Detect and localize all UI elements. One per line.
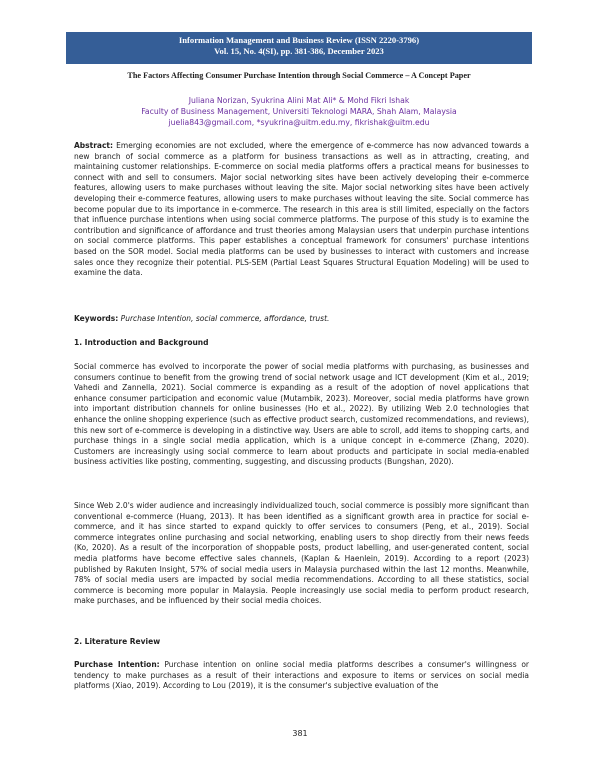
paper-title: The Factors Affecting Consumer Purchase Intention through Social Commerce – A Concept Paper [127, 71, 471, 80]
author-names: Juliana Norizan, Syukrina Alini Mat Ali* & Mohd Fikri Ishak [188, 96, 410, 105]
author-emails: juelia843@gmail.com, *syukrina@uitm.edu.my, fikrishak@uitm.edu [168, 118, 430, 127]
subheading-purchase-intention: Purchase Intention: [74, 660, 160, 669]
paragraph-text: Purchase intention on online social media platforms describes a consumer's willingness or tendency to make purchases as a result of their interactions and exposure to items or services on social media platforms (Xiao, 2019). According to Lou (2019), it is the consumer's subjective evaluation of the [74, 660, 529, 691]
author-affiliation: Faculty of Business Management, Universiti Teknologi MARA, Shah Alam, Malaysia [141, 107, 457, 116]
journal-name: Information Management and Business Review (ISSN 2220-3796) [178, 35, 420, 45]
abstract [74, 141, 529, 279]
paragraph: Social commerce has evolved to incorporate the power of social media platforms with purchasing, as businesses and consumers continue to benefit from the growing trend of social network usage and ICT development (Kim et al., 2019; Vahedi and Zannella, 2021). Social commerce is expanding as a result of the adoption of novel applications that enhance consumer participation and economic value (Mutambik, 2023). Moreover, social media platforms have grown into important distribution channels for online businesses (Ho et al., 2022). By utilizing Web 2.0 technologies that enhance the online shopping experience (such as effective product search, customized recommendations, and reviews), this new sort of e-commerce is developing in a distinctive way. Users are able to scroll, add items to shopping carts, and purchase things in a single social media application, which is a unique concept in e-commerce (Zhang, 2020). Customers are increasingly using social commerce to learn about products and participate in social media-enabled business activities like posting, commenting, suggesting, and discussing products (Bungshan, 2020). [74, 362, 529, 467]
section-heading-literature-review: 2. Literature Review [74, 637, 161, 646]
abstract-text: Emerging economies are not excluded, where the emergence of e-commerce has now advanced towards a new branch of social commerce as a platform for business transactions as well as in attracting, creating, and maintaining customer relationships. E-commerce on social media platforms offers a practical means for businesses to connect with and sell to consumers. Major social networking sites have been actively developing their e-commerce features, allowing users to make purchases without leaving the site. Major social networking sites have been actively developing their e-commerce features, allowing users to make purchases without leaving the site. Social commerce has become popular due to its importance in e-commerce. The research in this area is still limited, especially on the factors that influence purchase intentions when using social commerce platforms. The purpose of this study is to examine the contribution and significance of affordance and trust theories among Malaysian users that underpin purchase intentions on social commerce platforms. This paper establishes a conceptual framework for consumers' purchase intentions based on the SOR model. Social media platforms can be used by businesses to interact with customers and increase sales once they recognize their potential. PLS-SEM (Partial Least Squares Structural Equation Modeling) will be used to examine the data. [74, 141, 529, 278]
keywords-text: Purchase Intention, social commerce, affordance, trust. [120, 314, 330, 323]
keywords [74, 314, 529, 325]
abstract-label: Abstract: [74, 141, 114, 150]
keywords-label: Keywords: [74, 314, 119, 323]
paragraph: Since Web 2.0's wider audience and increasingly individualized touch, social commerce is possibly more significant than conventional e-commerce (Huang, 2013). It has been identified as a significant growth area in practice for social e-commerce, and it has since started to expand quickly to offer services to consumers (Peng, et al., 2019). Social commerce integrates online purchasing and social networking, enabling users to shop directly from their news feeds (Ko, 2020). As a result of the incorporation of shoppable posts, product labelling, and user-generated content, social media platforms have become effective sales channels, (Kaplan & Haenlein, 2019). According to a report (2023) published by Rakuten Insight, 57% of social media users in Malaysia purchased within the last 12 months. Meanwhile, 78% of social media users are impacted by social media recommendations. According to all these statistics, social commerce is becoming more popular in Malaysia. People increasingly use social media to perform product research, make purchases, and be influenced by their social media choices. [74, 501, 529, 606]
journal-header-banner [66, 32, 532, 64]
paragraph [74, 660, 529, 692]
page-number: 381 [292, 729, 308, 738]
volume-info: Vol. 15, No. 4(SI), pp. 381-386, December 2023 [214, 45, 384, 56]
section-heading-introduction: 1. Introduction and Background [74, 338, 209, 347]
author-block [66, 95, 532, 128]
